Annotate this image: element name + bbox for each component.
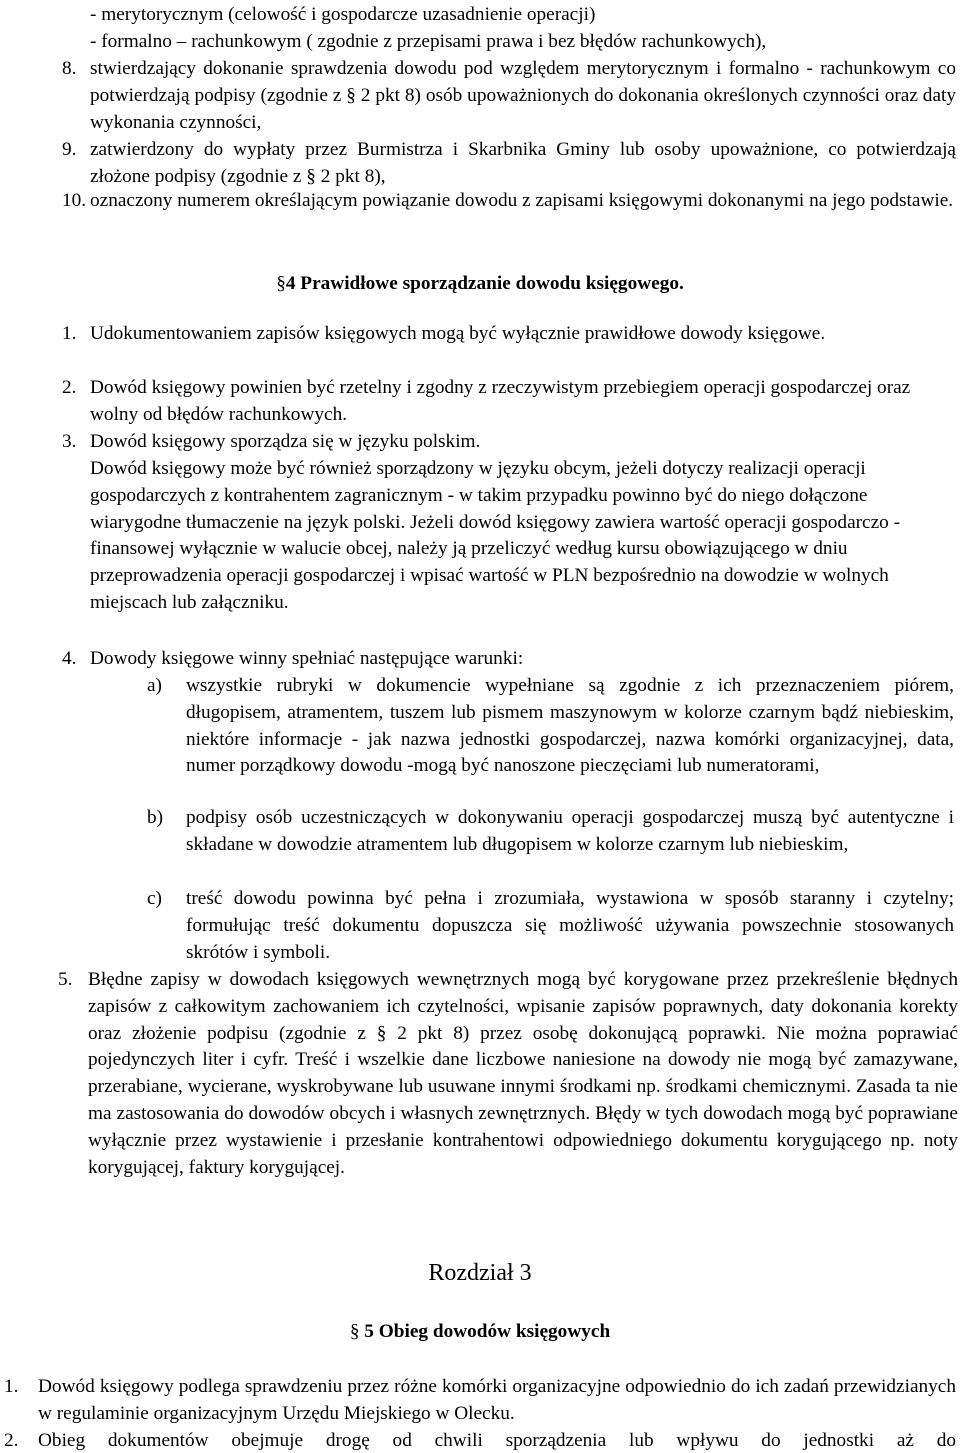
paragraph-text: Dowody księgowe winny spełniać następujące warunki: [90,648,524,669]
paragraph-text: Dowód księgowy powinien być rzetelny i zgodny z rzeczywistym przebiegiem operacji gospodarczej oraz wolny od błędów rachunkowych. [90,377,911,425]
condition-a [0,673,956,808]
paragraph-number: 1. [4,1376,19,1397]
paragraph-text: Błędne zapisy w dowodach księgowych wewnętrznych mogą być korygowane przez przekreślenie błędnych zapisów z całkowitym zachowaniem ich czytelności, wpisanie zapisów poprawnych, daty dokonania korekty oraz złożenie podpisu (zgodnie z § 2 pkt 8) przez osobę dokonującą poprawki. Nie można poprawiać pojedynczych liter i cyfr. Treść i wszelkie dane liczbowe naniesione na dowody nie mogą być zamazywane, przerabiane, wycierane, wyskrobywane lub usuwane innymi środkami np. środkami chemicznymi. Zasada ta nie ma zastosowania do dowodów obcych i własnych zewnętrznych. Błędy w tych dowodach mogą być poprawiane wyłącznie przez wystawienie i przesłanie kontrahentowi odpowiedniego dokumentu korygującego np. noty korygującej, faktury korygującej. [88,969,958,1178]
item-number: 10. [62,190,87,211]
item-text: stwierdzający dokonanie sprawdzenia dowodu pod względem merytorycznym i formalno - rachunkowym co potwierdzają podpisy (zgodnie z § 2 pkt 8) osób upoważnionych do dokonania określonych czynności oraz daty wykonania czynności, [90,58,956,133]
section-title: Obieg dowodów księgowych [378,1321,611,1342]
paragraph-number: 3. [62,431,77,452]
section-4-heading [0,271,960,298]
paragraph-continuation: Dowód księgowy może być również sporządzony w języku obcym, jeżeli dotyczy realizacji operacji gospodarczych z kontrahentem zagranicznym - w takim przypadku powinno być do niego dołączone wiarygodne tłumaczenie na język polski. Jeżeli dowód księgowy zawiera wartość operacji gospodarczo - finansowej wyłącznie w walucie obcej, należy ją przeliczyć według kursu obowiązującego w dniu przeprowadzenia operacji gospodarczej i wpisać wartość w PLN bezpośrednio na dowodzie w wolnych miejscach lub załączniku. [90,458,901,613]
s4-paragraph-4 [0,646,956,674]
chapter-title: Rozdział 3 [428,1260,532,1286]
condition-text: podpisy osób uczestniczących w dokonywaniu operacji gospodarczej muszą być autentyczne i składane w dowodzie atramentem lub długopisem w kolorze czarnym lub niebieskim, [186,807,954,855]
paragraph-number: 5. [58,969,73,990]
merit-check-line [90,2,956,29]
paragraph-number: 4. [62,648,77,669]
s4-paragraph-1 [0,321,956,377]
list-item-10 [0,188,956,244]
condition-letter: b) [147,807,164,828]
paragraph-text: Udokumentowaniem zapisów księgowych mogą być wyłącznie prawidłowe dowody księgowe. [90,323,826,344]
paragraph-text: Dowód księgowy podlega sprawdzeniu przez różne komórki organizacyjne odpowiednio do ich zadań przewidzianych w regulaminie organizacyjnym Urzędu Miejskiego w Olecku. [38,1376,956,1424]
condition-b [0,805,956,887]
section-5-heading [0,1319,960,1346]
item-text: oznaczony numerem określającym powiązanie dowodu z zapisami księgowymi dokonanymi na jego podstawie. [90,190,954,211]
section-number: 5 [364,1321,374,1342]
section-title: 4 Prawidłowe sporządzanie dowodu księgowego. [285,273,684,294]
s4-paragraph-5 [0,967,960,1237]
condition-letter: a) [147,675,162,696]
s4-paragraph-2 [0,375,956,431]
s5-paragraph-1 [0,1374,960,1430]
list-item-8 [0,56,956,138]
list-item-9 [0,137,956,193]
item-text: zatwierdzony do wypłaty przez Burmistrza i Skarbnika Gminy lub osoby upoważnione, co potwierdzają złożone podpisy (zgodnie z § 2 pkt 8), [90,139,956,187]
formal-check-text: - formalno – rachunkowym ( zgodnie z przepisami prawa i bez błędów rachunkowych), [90,31,767,52]
section-symbol: § [349,1321,360,1342]
condition-c [0,886,956,968]
paragraph-number: 1. [62,323,77,344]
item-number: 9. [62,139,77,160]
condition-text: wszystkie rubryki w dokumencie wypełniane są zgodnie z ich przeznaczeniem piórem, długopisem, atramentem, tuszem lub pismem maszynowym w kolorze czarnym bądź niebieskim, niektóre informacje - jak nazwa jednostki gospodarczej, nazwa komórki organizacyjnej, data, numer porządkowy dowodu -mogą być nanoszone pieczęciami lub numeratorami, [186,675,954,777]
section-symbol: § [276,273,286,294]
paragraph-number: 2. [4,1430,19,1451]
formal-check-line [90,29,956,56]
s5-paragraph-2 [0,1428,960,1453]
condition-text: treść dowodu powinna być pełna i zrozumiała, wystawiona w sposób staranny i czytelny; formułując treść dokumentu dopuszcza się możliwość używania powszechnie stosowanych skrótów i symboli. [186,888,954,963]
merit-check-text: - merytorycznym (celowość i gospodarcze uzasadnienie operacji) [90,4,596,25]
paragraph-text: Dowód księgowy sporządza się w języku polskim. [90,431,481,452]
condition-letter: c) [147,888,162,909]
s4-paragraph-3 [0,429,956,644]
item-number: 8. [62,58,77,79]
paragraph-number: 2. [62,377,77,398]
paragraph-text: Obieg dokumentów obejmuje drogę od chwili sporządzenia lub wpływu do jednostki aż do [38,1430,956,1451]
